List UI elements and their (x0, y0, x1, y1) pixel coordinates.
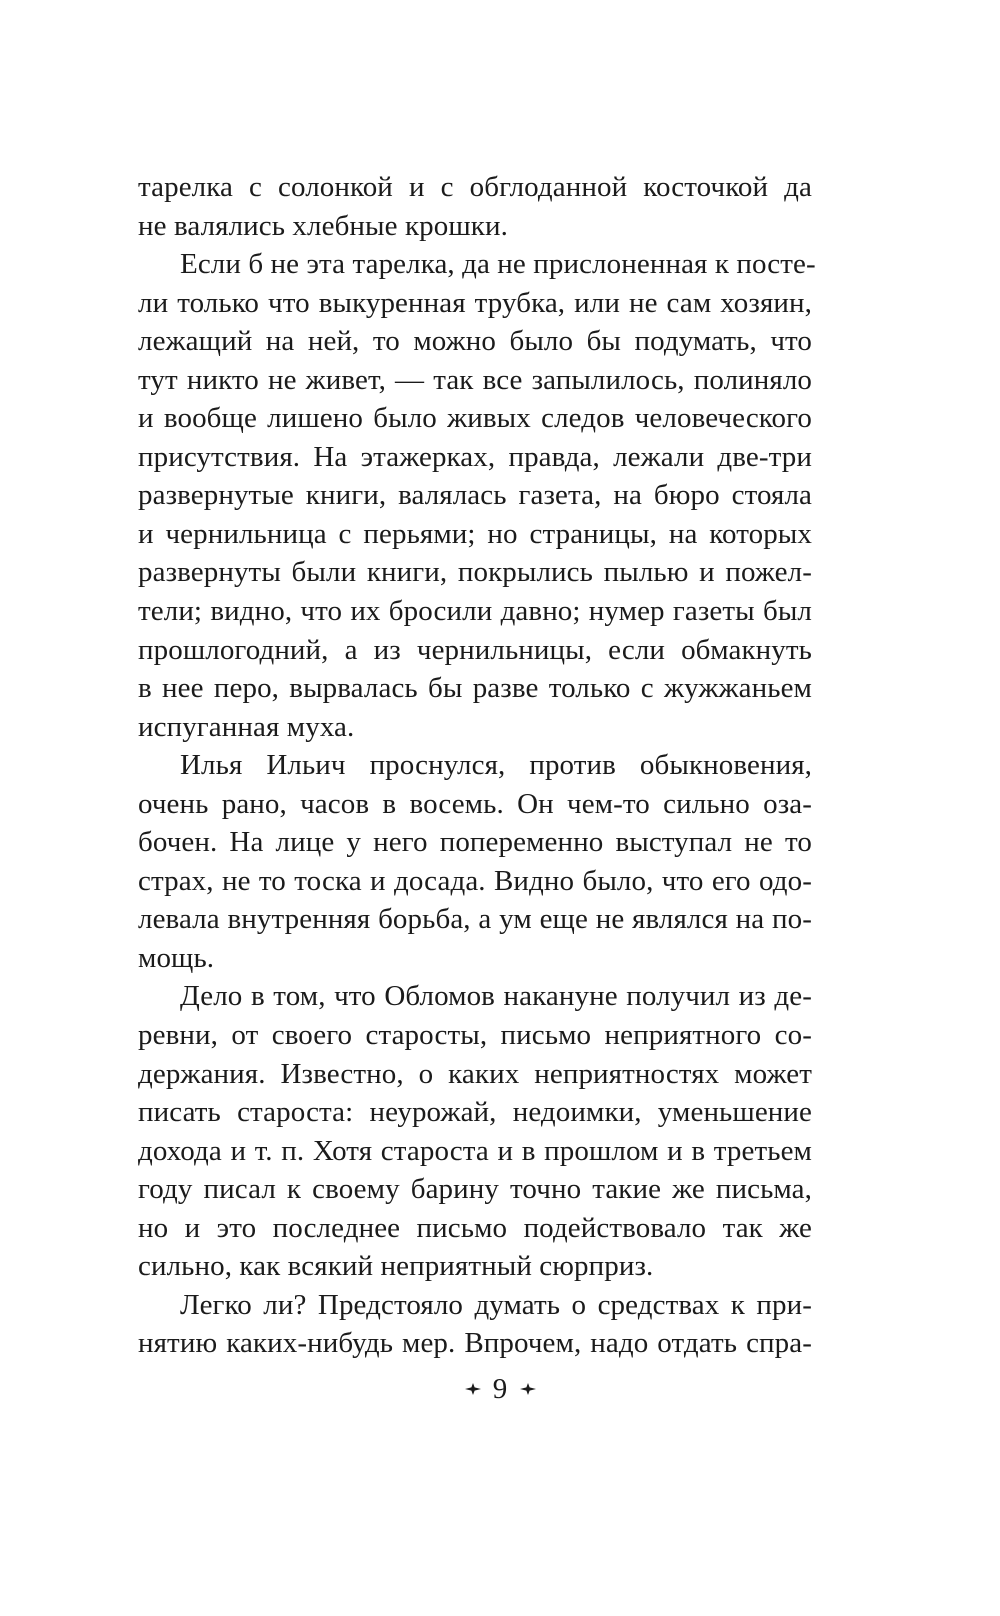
text-line: Илья Ильич проснулся, против обыкновения, (180, 749, 812, 782)
four-point-star-icon (465, 1383, 481, 1395)
text-line: писать староста: неурожай, недоимки, уменьшение (138, 1096, 812, 1129)
text-line: очень рано, часов в восемь. Он чем-то сильно оза- (138, 787, 812, 820)
paragraph (138, 1286, 812, 1363)
text-line: и чернильница с перьями; но страницы, на которых (138, 517, 812, 550)
paragraph (138, 168, 812, 245)
text-line: бочен. На лице у него попеременно выступал не то (138, 826, 812, 859)
text-line: дохода и т. п. Хотя староста и в прошлом и в третьем (138, 1134, 812, 1167)
text-line: развернутые книги, валялась газета, на бюро стояла (138, 479, 812, 512)
text-line: присутствия. На этажерках, правда, лежали две-три (138, 440, 812, 473)
text-line: Легко ли? Предстояло думать о средствах к при- (180, 1288, 812, 1321)
text-line: мощь. (138, 941, 215, 974)
text-line: левала внутренняя борьба, а ум еще не являлся на по- (138, 903, 812, 936)
text-line: тут никто не живет, — так все запылилось, полиняло (138, 363, 812, 396)
text-line: нятию каких-нибудь мер. Впрочем, надо отдать спра- (138, 1327, 812, 1360)
body-text (138, 168, 816, 1363)
text-line: Если б не эта тарелка, да не прислоненная к посте- (180, 248, 816, 281)
text-line: испуганная муха. (138, 710, 355, 743)
text-line: развернуты были книги, покрылись пылью и пожел- (138, 556, 812, 589)
text-line: не валялись хлебные крошки. (138, 209, 508, 242)
text-line: тели; видно, что их бросили давно; нумер газеты был (138, 595, 812, 628)
text-line: лежащий на ней, то можно было бы подумать, что (138, 325, 812, 358)
text-line: году писал к своему барину точно такие же письма, (138, 1173, 812, 1206)
text-line: сильно, как всякий неприятный сюрприз. (138, 1250, 654, 1283)
text-line: страх, не то тоска и досада. Видно было, что его одо- (138, 864, 812, 897)
text-line: в нее перо, вырвалась бы разве только с жужжаньем (138, 672, 812, 705)
text-line: прошлогодний, а из чернильницы, если обмакнуть (138, 633, 812, 666)
text-line: ли только что выкуренная трубка, или не сам хозяин, (138, 286, 812, 319)
text-line: и вообще лишено было живых следов человеческого (138, 402, 812, 435)
page-number: 9 (492, 1373, 508, 1405)
four-point-star-icon (520, 1383, 536, 1395)
text-line: тарелка с солонкой и с обглоданной косточкой да (138, 171, 812, 203)
paragraph (138, 245, 816, 746)
paragraph (138, 977, 812, 1285)
text-line: держания. Известно, о каких неприятностях может (138, 1057, 812, 1090)
paragraph (138, 746, 812, 977)
text-line: ревни, от своего старосты, письмо неприятного со- (138, 1019, 812, 1052)
text-line: Дело в том, что Обломов накануне получил из де- (180, 980, 812, 1013)
text-line: но и это последнее письмо подействовало так же (138, 1211, 812, 1244)
page-folio (0, 1372, 1000, 1406)
